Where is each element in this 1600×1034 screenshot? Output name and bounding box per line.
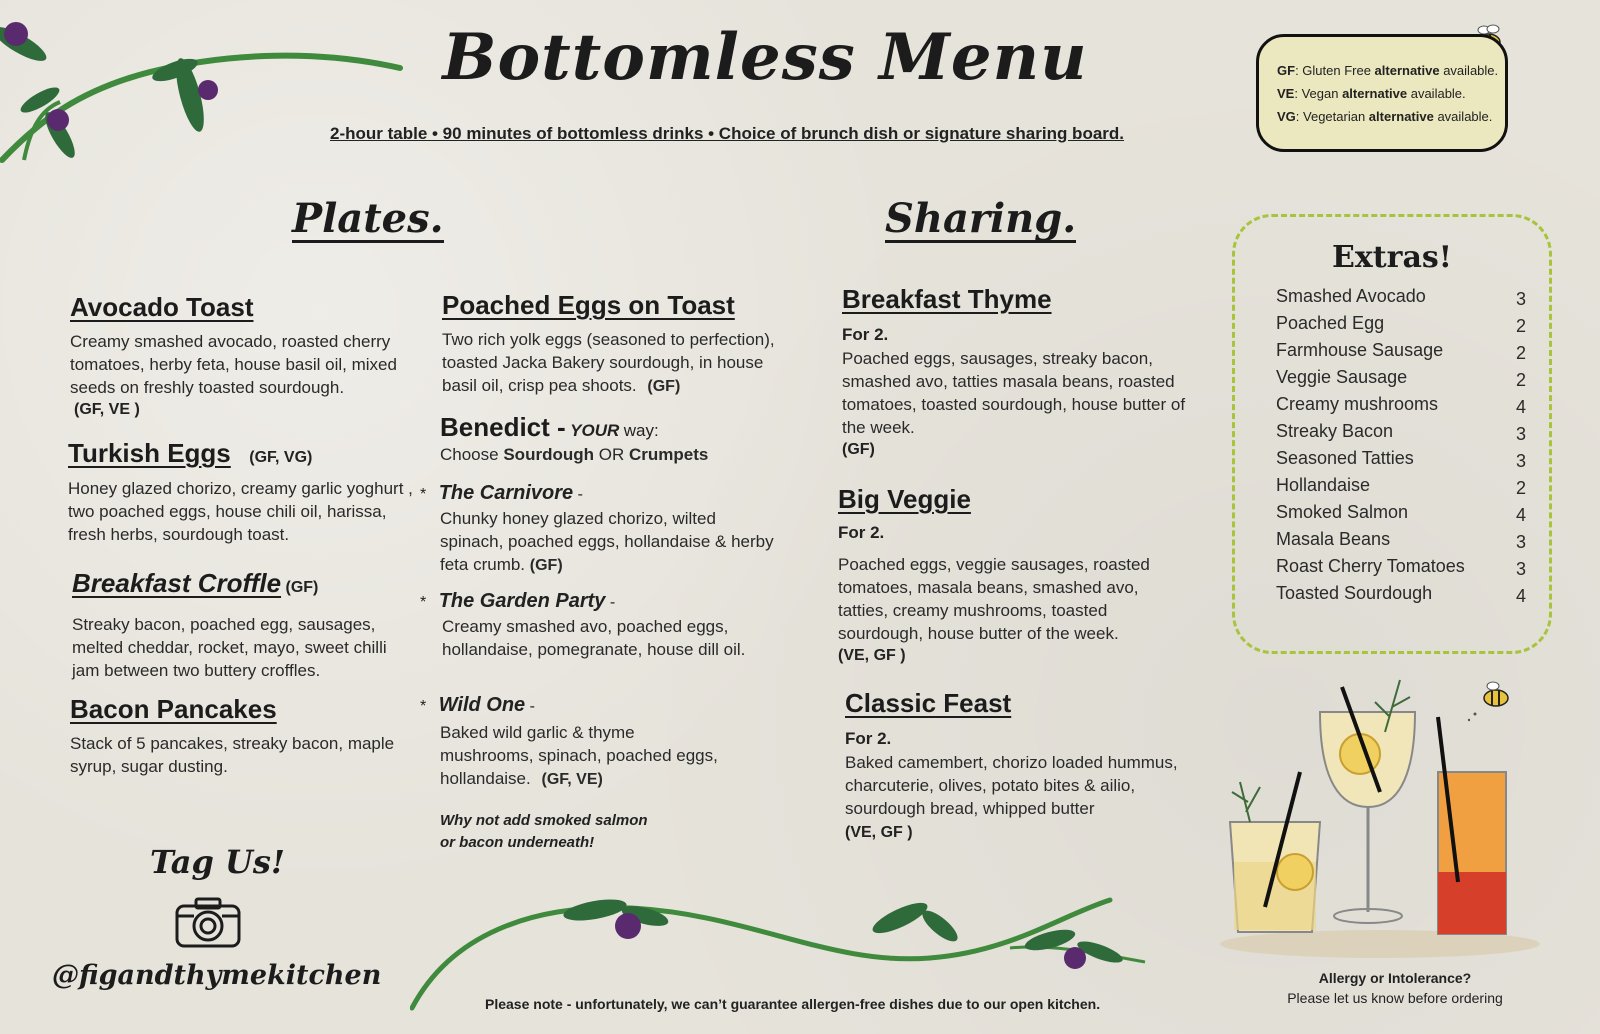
option-desc: Baked wild garlic & thyme mushrooms, spinach, poached eggs, hollandaise. bbox=[440, 723, 718, 788]
benedict-option-wild-one: * Wild One - Baked wild garlic & thyme mushrooms, spinach, poached eggs, hollandaise. (GF, VE) bbox=[420, 694, 718, 788]
item-name: Classic Feast bbox=[845, 688, 1012, 718]
allergy-title: Allergy or Intolerance? bbox=[1318, 970, 1472, 986]
tag-us-heading: Tag Us! bbox=[150, 843, 285, 881]
allergy-body: Please let us know before ordering bbox=[1287, 990, 1503, 1006]
option-name: Wild One bbox=[438, 694, 526, 716]
menu-subtitle: 2-hour table • 90 minutes of bottomless drinks • Choice of brunch dish or signature sharing board. bbox=[330, 124, 1125, 143]
option-desc: Chunky honey glazed chorizo, wilted spinach, poached eggs, hollandaise & herby feta crumb. bbox=[440, 509, 774, 574]
extras-item-price: 4 bbox=[1515, 397, 1526, 417]
plates-heading: Plates. bbox=[292, 195, 444, 242]
extras-item-name: Smashed Avocado bbox=[1276, 286, 1426, 306]
star-marker: * bbox=[420, 594, 427, 611]
extras-item bbox=[1276, 421, 1526, 442]
option-name: The Garden Party bbox=[438, 590, 606, 612]
extras-item-name: Creamy mushrooms bbox=[1276, 394, 1439, 414]
extras-item bbox=[1276, 394, 1526, 415]
extras-item-price: 3 bbox=[1515, 451, 1526, 471]
benedict-choice: Choose Sourdough OR Crumpets bbox=[440, 445, 709, 464]
item-tags: (GF) bbox=[647, 378, 681, 395]
item-desc: Creamy smashed avocado, roasted cherry tomatoes, herby feta, house basil oil, mixed seeds on freshly toasted sourdough. bbox=[70, 332, 397, 397]
extras-item-name: Poached Egg bbox=[1276, 313, 1385, 333]
item-name: Big Veggie bbox=[838, 484, 971, 514]
item-name: Poached Eggs on Toast bbox=[442, 290, 735, 320]
item-desc: Baked camembert, chorizo loaded hummus, charcuterie, olives, potato bites & ailio, sourdough bread, whipped butter bbox=[845, 753, 1178, 818]
extras-item-name: Masala Beans bbox=[1276, 529, 1391, 549]
social-handle[interactable]: @figandthymekitchen bbox=[52, 960, 382, 991]
star-marker: * bbox=[420, 486, 427, 503]
extras-item bbox=[1276, 556, 1526, 577]
extras-item-price: 3 bbox=[1515, 532, 1526, 552]
item-name: Bacon Pancakes bbox=[70, 694, 277, 724]
item-poached-eggs bbox=[442, 290, 792, 398]
benedict-your: YOUR bbox=[570, 421, 620, 440]
extras-item-name: Seasoned Tatties bbox=[1276, 448, 1414, 468]
cocktails-illustration bbox=[1210, 672, 1550, 962]
item-desc: Poached eggs, veggie sausages, roasted tomatoes, masala beans, smashed avo, tatties, creamy mushrooms, toasted sourdough, house butter of the week. bbox=[838, 555, 1150, 643]
item-breakfast-croffle bbox=[72, 568, 412, 682]
option-tags: (GF) bbox=[529, 557, 563, 574]
sharing-item-classic-feast bbox=[845, 688, 1215, 842]
item-tags: (VE, GF ) bbox=[845, 824, 913, 841]
item-desc: Honey glazed chorizo, creamy garlic yoghurt , two poached eggs, house chili oil, harissa, fresh herbs, sourdough toast. bbox=[68, 479, 413, 544]
sharing-item-breakfast-thyme bbox=[842, 284, 1192, 459]
extras-item-name: Toasted Sourdough bbox=[1276, 583, 1433, 603]
extras-item bbox=[1276, 448, 1526, 469]
item-name: Breakfast Thyme bbox=[842, 284, 1052, 314]
item-name: Breakfast Croffle bbox=[72, 568, 282, 598]
dietary-legend bbox=[1256, 34, 1508, 152]
sharing-item-big-veggie bbox=[838, 484, 1188, 665]
sharing-heading: Sharing. bbox=[885, 195, 1077, 242]
star-marker: * bbox=[420, 698, 427, 715]
extras-item-price: 2 bbox=[1515, 343, 1526, 363]
extras-item bbox=[1276, 340, 1526, 361]
item-tags: (GF) bbox=[285, 579, 319, 596]
item-tags: (GF, VE ) bbox=[74, 401, 140, 418]
extras-item-price: 2 bbox=[1515, 478, 1526, 498]
extras-heading: Extras! bbox=[1332, 240, 1452, 275]
item-tags: (GF, VG) bbox=[249, 449, 313, 466]
item-desc: Stack of 5 pancakes, streaky bacon, maple syrup, sugar dusting. bbox=[70, 734, 395, 776]
item-serves: For 2. bbox=[842, 325, 889, 344]
olive-branch-icon bbox=[410, 896, 1150, 1012]
item-turkish-eggs bbox=[68, 438, 413, 546]
option-name: The Carnivore bbox=[438, 482, 574, 504]
extras-item bbox=[1276, 502, 1526, 523]
extras-item-name: Smoked Salmon bbox=[1276, 502, 1409, 522]
item-serves: For 2. bbox=[845, 729, 892, 748]
legend-row-vg: VG: Vegetarian alternative available. bbox=[1277, 109, 1493, 124]
extras-item-name: Roast Cherry Tomatoes bbox=[1276, 556, 1465, 576]
legend-row-ve: VE: Vegan alternative available. bbox=[1277, 86, 1466, 101]
extras-item bbox=[1276, 286, 1526, 307]
extras-item-price: 4 bbox=[1515, 586, 1526, 606]
extras-item bbox=[1276, 313, 1526, 334]
extras-item-price: 3 bbox=[1515, 289, 1526, 309]
extras-item-price: 3 bbox=[1515, 424, 1526, 444]
item-name: Avocado Toast bbox=[70, 292, 254, 322]
benedict-option-carnivore: * The Carnivore - Chunky honey glazed chorizo, wilted spinach, poached eggs, hollandaise & herby feta crumb. (GF) bbox=[420, 482, 774, 574]
extras-item bbox=[1276, 475, 1526, 496]
allergy-notice bbox=[1255, 968, 1535, 1008]
option-tags: (GF, VE) bbox=[541, 771, 603, 788]
extras-item-name: Farmhouse Sausage bbox=[1276, 340, 1444, 360]
option-desc: Creamy smashed avo, poached eggs, hollandaise, pomegranate, house dill oil. bbox=[442, 617, 746, 659]
item-name: Benedict - bbox=[440, 412, 566, 442]
allergen-note: Please note - unfortunately, we can’t guarantee allergen-free dishes due to our open kitchen. bbox=[485, 996, 1101, 1012]
extras-item-price: 2 bbox=[1515, 370, 1526, 390]
extras-item-price: 2 bbox=[1515, 316, 1526, 336]
item-tags: (GF) bbox=[842, 441, 875, 458]
benedict-tip: Why not add smoked salmon or bacon underneath! bbox=[440, 812, 648, 851]
item-desc: Two rich yolk eggs (seasoned to perfection), toasted Jacka Bakery sourdough, in house basil oil, crisp pea shoots. bbox=[442, 330, 775, 395]
extras-item bbox=[1276, 529, 1526, 550]
item-serves: For 2. bbox=[838, 523, 885, 542]
item-benedict bbox=[440, 412, 800, 466]
benedict-way: way: bbox=[623, 421, 659, 440]
legend-row-gf: GF: Gluten Free alternative available. bbox=[1277, 63, 1499, 78]
extras-item bbox=[1276, 583, 1526, 604]
extras-item-name: Veggie Sausage bbox=[1276, 367, 1408, 387]
extras-item-price: 4 bbox=[1515, 505, 1526, 525]
extras-item-price: 3 bbox=[1515, 559, 1526, 579]
menu-title: Bottomless Menu bbox=[442, 20, 1088, 95]
item-desc: Poached eggs, sausages, streaky bacon, smashed avo, tatties masala beans, roasted tomatoes, toasted sourdough, house butter of the week. bbox=[842, 349, 1186, 437]
camera-icon bbox=[174, 896, 242, 950]
benedict-option-garden-party: * The Garden Party - Creamy smashed avo, poached eggs, hollandaise, pomegranate, house dill oil. bbox=[420, 590, 750, 661]
extras-item-name: Streaky Bacon bbox=[1276, 421, 1394, 441]
item-desc: Streaky bacon, poached egg, sausages, melted cheddar, rocket, mayo, sweet chilli jam between two buttery croffles. bbox=[72, 615, 387, 680]
item-name: Turkish Eggs bbox=[68, 438, 231, 468]
item-bacon-pancakes bbox=[70, 694, 415, 778]
item-avocado-toast bbox=[70, 292, 415, 419]
extras-item-name: Hollandaise bbox=[1276, 475, 1371, 495]
item-tags: (VE, GF ) bbox=[838, 647, 906, 664]
extras-item bbox=[1276, 367, 1526, 388]
